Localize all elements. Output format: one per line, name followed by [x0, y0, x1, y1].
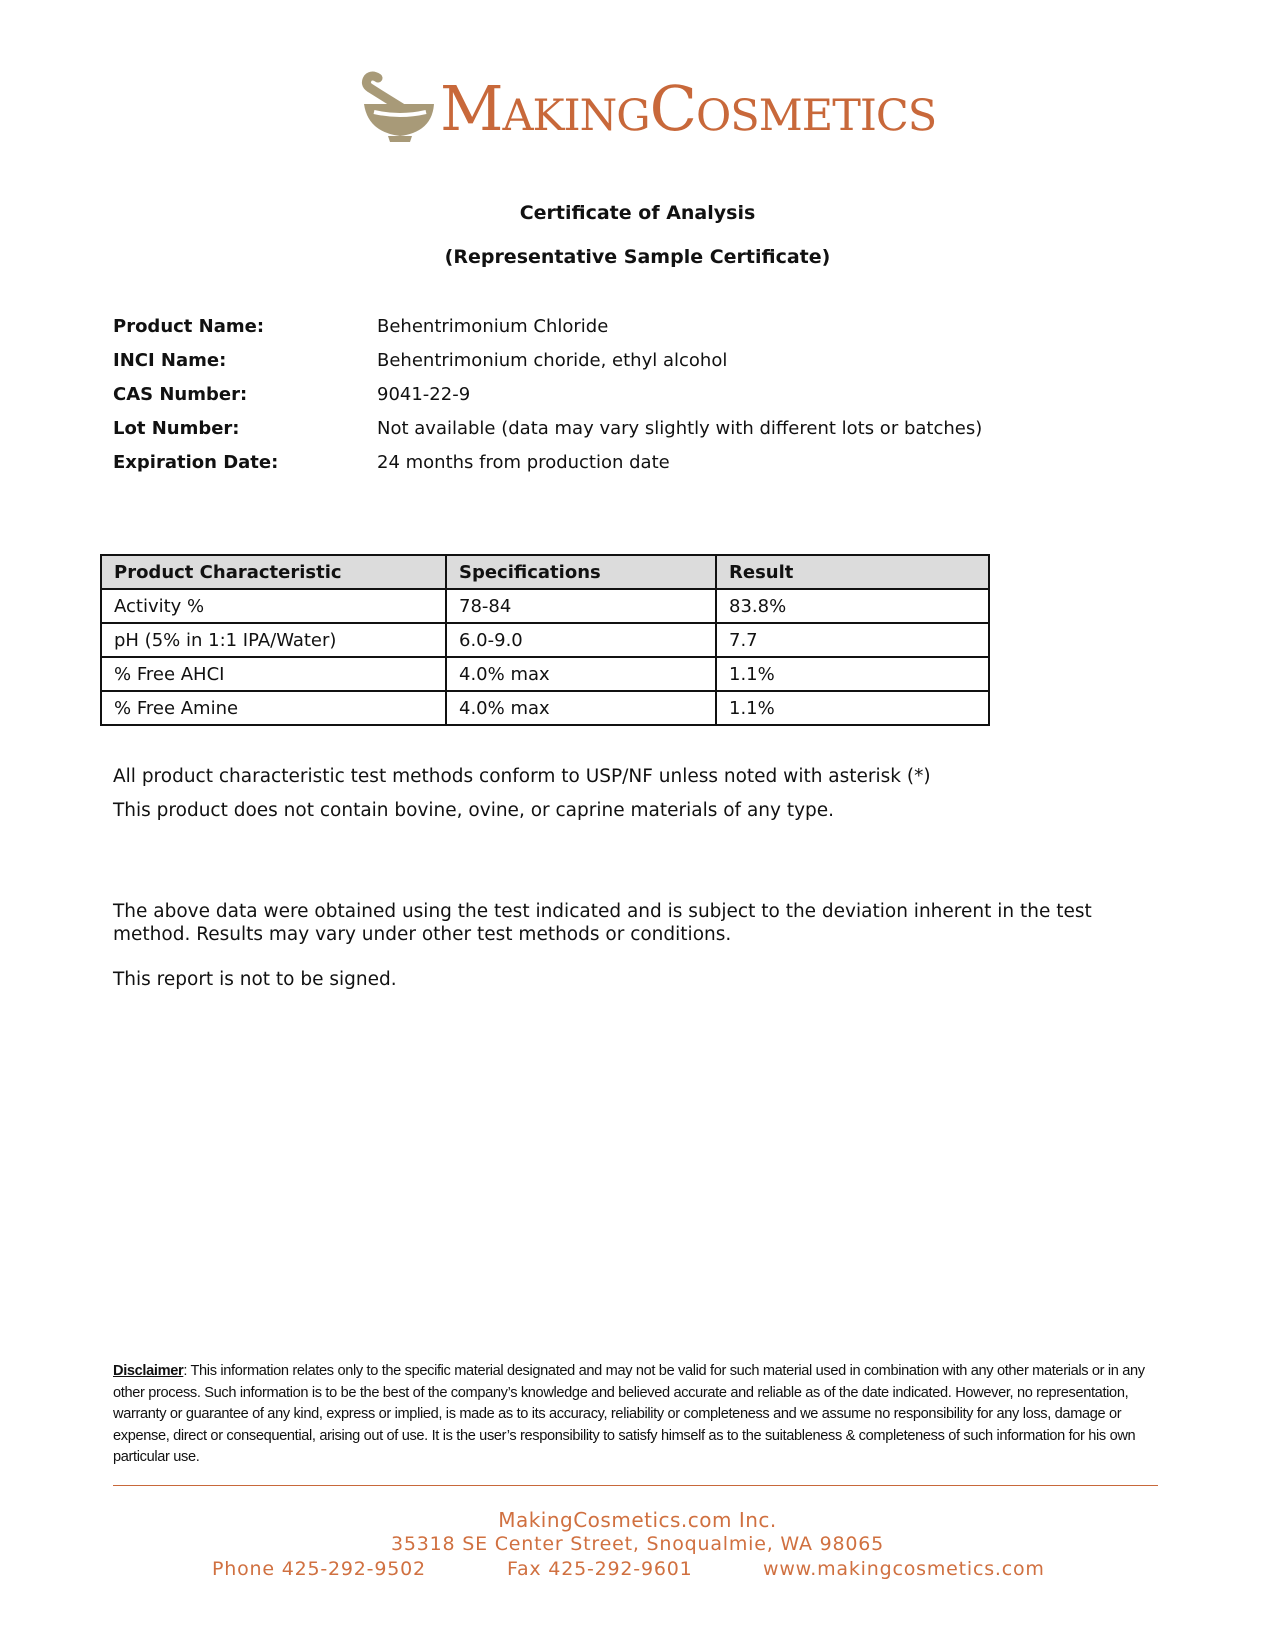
lot-number-label: Lot Number:: [113, 418, 240, 439]
document-title: Certificate of Analysis: [519, 202, 756, 224]
footer-divider: [113, 1485, 1158, 1486]
table-cell: 7.7: [716, 623, 989, 657]
not-signed-note: This report is not to be signed.: [113, 969, 397, 990]
specifications-table: [100, 554, 990, 726]
deviation-note-line-2: method. Results may vary under other test methods or conditions.: [113, 924, 732, 945]
table-row: [101, 657, 989, 691]
footer-website[interactable]: www.makingcosmetics.com: [763, 1558, 1045, 1580]
disclaimer: [113, 1361, 1163, 1469]
table-cell: 4.0% max: [446, 657, 716, 691]
cas-number-label: CAS Number:: [113, 384, 248, 405]
expiration-date-value: 24 months from production date: [377, 452, 670, 473]
disclaimer-label: Disclaimer: [113, 1363, 184, 1379]
cas-number-value: 9041-22-9: [377, 384, 471, 405]
lot-number-value: Not available (data may vary slightly with different lots or batches): [377, 418, 983, 439]
footer-phone: Phone 425-292-9502: [212, 1558, 426, 1580]
logo-wordmark: MakingCosmetics: [440, 72, 937, 145]
column-header: Product Characteristic: [101, 555, 446, 589]
deviation-note-line-1: The above data were obtained using the test indicated and is subject to the deviation inherent in the test: [113, 901, 1092, 922]
table-cell: 1.1%: [716, 691, 989, 725]
expiration-date-label: Expiration Date:: [113, 452, 279, 473]
column-header: Result: [716, 555, 989, 589]
footer-company: MakingCosmetics.com Inc.: [498, 1508, 777, 1532]
table-cell: 83.8%: [716, 589, 989, 623]
mortar-and-pestle-icon: [360, 70, 440, 150]
bovine-note: This product does not contain bovine, ovine, or caprine materials of any type.: [113, 800, 835, 821]
product-name-value: Behentrimonium Chloride: [377, 316, 609, 337]
inci-name-value: Behentrimonium choride, ethyl alcohol: [377, 350, 728, 371]
table-cell: % Free AHCI: [101, 657, 446, 691]
table-cell: 78-84: [446, 589, 716, 623]
product-name-label: Product Name:: [113, 316, 265, 337]
company-logo: [360, 62, 937, 152]
table-cell: 1.1%: [716, 657, 989, 691]
table-cell: 4.0% max: [446, 691, 716, 725]
table-cell: pH (5% in 1:1 IPA/Water): [101, 623, 446, 657]
table-row: [101, 691, 989, 725]
conformance-note: All product characteristic test methods conform to USP/NF unless noted with asterisk (*): [113, 766, 931, 787]
table-row: [101, 623, 989, 657]
table-cell: % Free Amine: [101, 691, 446, 725]
table-cell: Activity %: [101, 589, 446, 623]
footer-fax: Fax 425-292-9601: [507, 1558, 693, 1580]
table-header-row: [101, 555, 989, 589]
table-row: [101, 589, 989, 623]
disclaimer-text: : This information relates only to the specific material designated and may not be valid for such material used in combination with any other materials or in any other process. Such information is to be the best of the company’s knowledge and believed accurate and reliable as of the date indicated. However, no representation, warranty or guarantee of any kind, express or implied, is made as to its accuracy, reliability or completeness and we assume no responsibility for any loss, damage or expense, direct or consequential, arising out of use. It is the user’s responsibility to satisfy himself as to the suitableness & completeness of such information for his own particular use.: [113, 1363, 1145, 1465]
table-cell: 6.0-9.0: [446, 623, 716, 657]
document-subtitle: (Representative Sample Certificate): [444, 246, 831, 268]
inci-name-label: INCI Name:: [113, 350, 227, 371]
footer-address: 35318 SE Center Street, Snoqualmie, WA 98065: [390, 1533, 885, 1555]
column-header: Specifications: [446, 555, 716, 589]
